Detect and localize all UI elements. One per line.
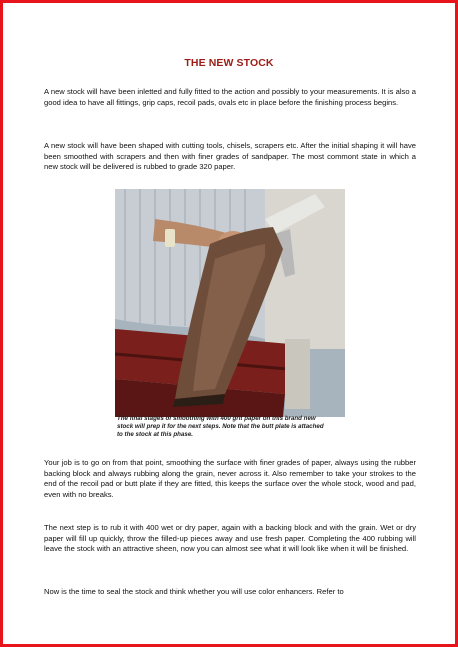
photo-caption: The final stages of smoothing with 400 grit paper on this brand new stock will prep it for the next steps. Note that the butt plate is attached to the stock at this phase. — [117, 415, 324, 438]
paragraph-sealing: Now is the time to seal the stock and think whether you will use color enhancers. Refer to — [44, 587, 344, 596]
stock-sanding-photo — [115, 189, 345, 417]
page-title: THE NEW STOCK — [184, 57, 274, 69]
paragraph-smoothing: Your job is to go on from that point, smoothing the surface with finer grades of paper, always using the rubber backing block and always rubbing along the grain, never across it. Also remember to take your strokes to the end of the recoil pad or butt plate if they are fitted, this keeps the surface over the whole stock, wood and pad, even with no breaks. — [44, 458, 416, 499]
paragraph-400-rubbing: The next step is to rub it with 400 wet or dry paper, again with a backing block and with the grain. Wet or dry paper will fill up quickly, throw the filled-up pieces away and use fresh paper. Completing the 400 rubbing will leave the stock with an attractive sheen, now you can almost see what it will look like when it will be finished. — [44, 523, 416, 554]
paragraph-intro: A new stock will have been inletted and fully fitted to the action and possibly to your measurements. It is also a good idea to have all fittings, grip caps, recoil pads, ovals etc in place before the finishing process begins. — [44, 87, 416, 107]
paragraph-shaping: A new stock will have been shaped with cutting tools, chisels, scrapers etc. After the initial shaping it will have been smoothed with scrapers and then with finer grades of sandpaper. The most commont state in which a new stock will be delivered is rubbed to grade 320 paper. — [44, 141, 416, 172]
